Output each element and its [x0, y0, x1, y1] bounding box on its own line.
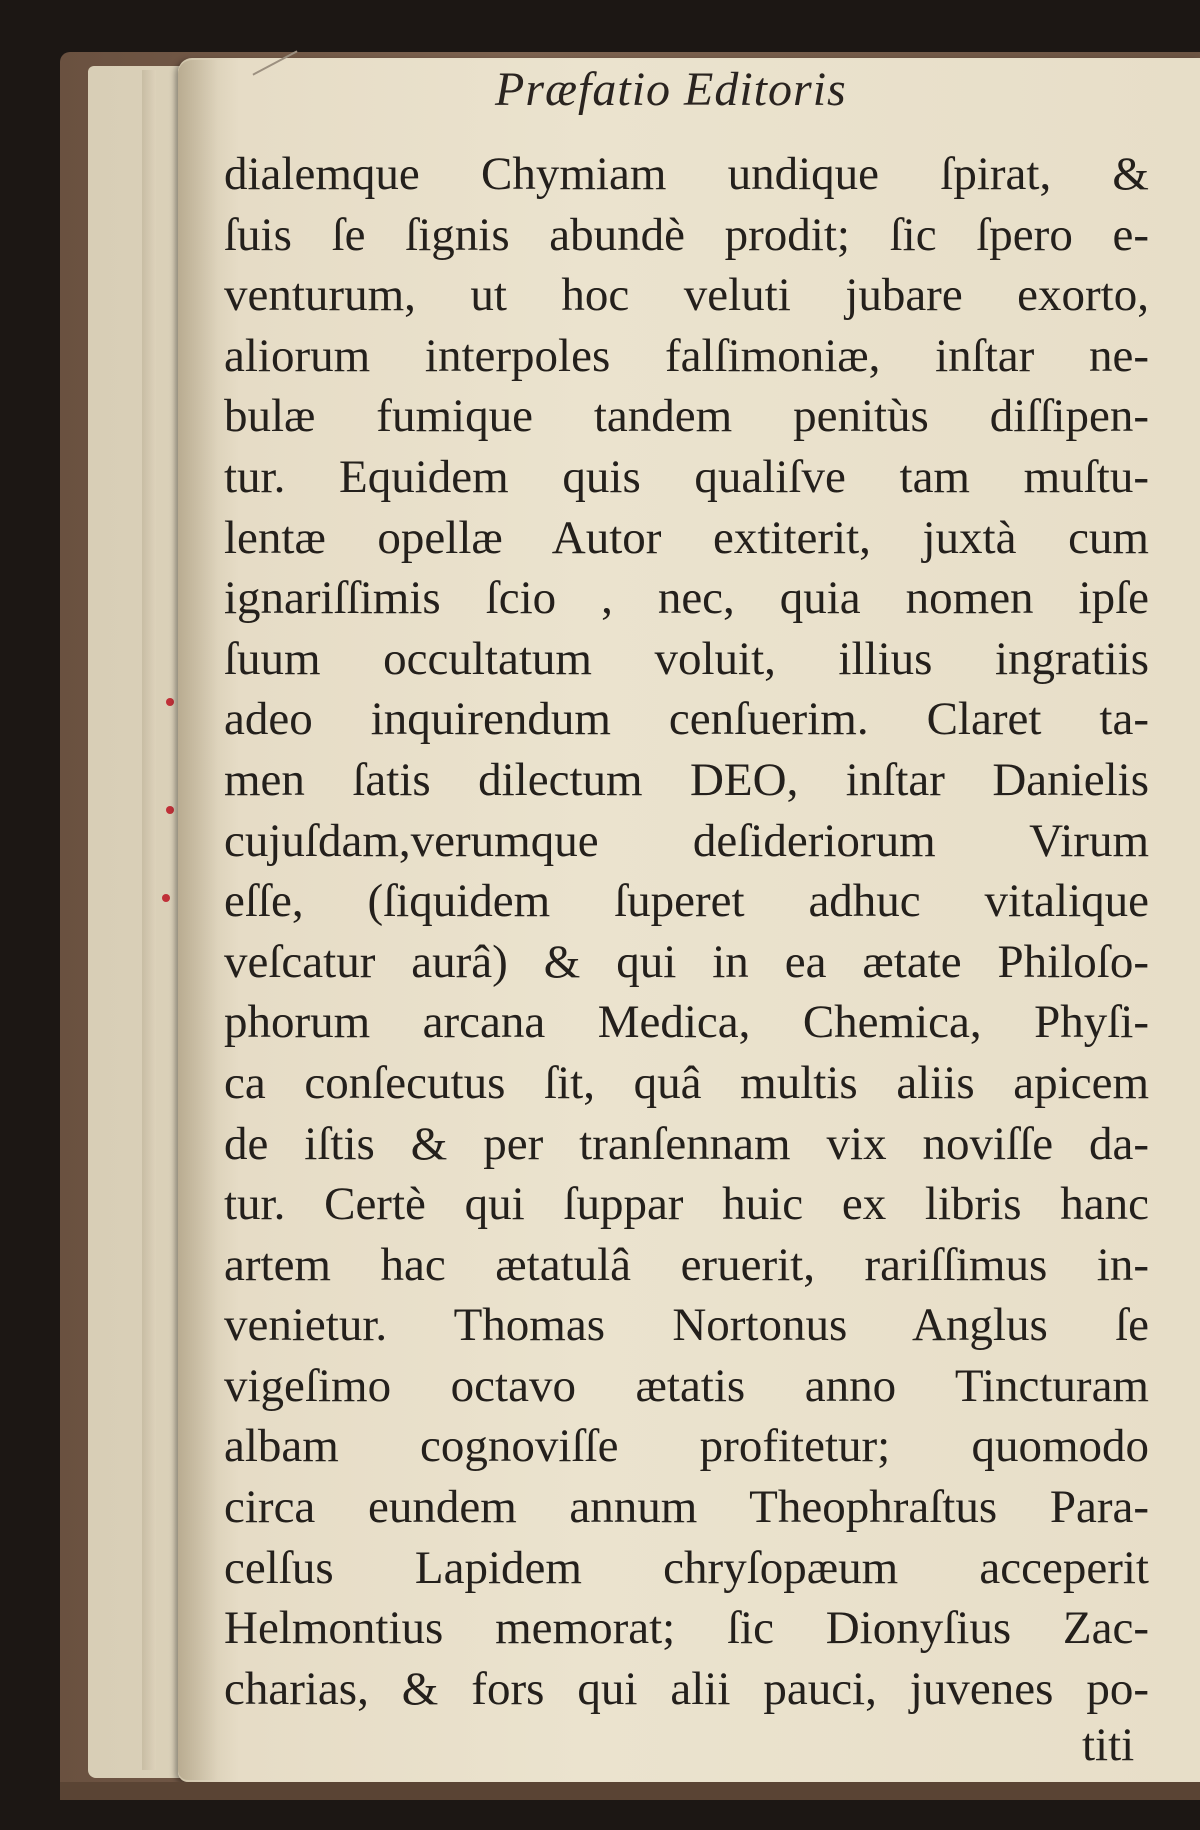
text-line: ignariſſimis ſcio , nec, quia nomen ipſe: [224, 572, 1149, 625]
text-line: venietur. Thomas Nortonus Anglus ſe: [224, 1299, 1149, 1352]
body-text: [224, 144, 1149, 1719]
red-mark-3: [162, 894, 170, 902]
text-line: lentæ opellæ Autor extiterit, juxtà cum: [224, 511, 1149, 564]
text-line: phorum arcana Medica, Chemica, Phyſi-: [224, 996, 1149, 1049]
text-line: circa eundem annum Theophraſtus Para-: [224, 1481, 1149, 1534]
text-line: vigeſimo octavo ætatis anno Tincturam: [224, 1359, 1149, 1412]
running-header: Præfatio Editoris: [495, 63, 847, 116]
text-line: charias, & fors qui alii pauci, juvenes po-: [224, 1662, 1149, 1715]
text-line: aliorum interpoles falſimoniæ, inſtar ne-: [224, 329, 1149, 382]
text-line: ſuum occultatum voluit, illius ingratiis: [224, 632, 1149, 685]
text-line: de iſtis & per tranſennam vix noviſſe da-: [224, 1117, 1149, 1170]
text-line: tur. Certè qui ſuppar huic ex libris hanc: [224, 1178, 1149, 1231]
page-gutter-shadow: [178, 60, 218, 1780]
text-line: tur. Equidem quis qualiſve tam muſtu-: [224, 450, 1149, 503]
red-mark-2: [166, 806, 174, 814]
text-line: celſus Lapidem chryſopæum acceperit: [224, 1541, 1149, 1594]
text-line: albam cognoviſſe profitetur; quomodo: [224, 1420, 1149, 1473]
text-line: dialemque Chymiam undique ſpirat, &: [224, 148, 1149, 200]
red-mark-1: [166, 698, 174, 706]
catchword: titi: [1082, 1719, 1135, 1771]
text-line: Helmontius memorat; ſic Dionyſius Zac-: [224, 1602, 1149, 1655]
text-line: cujuſdam,verumque deſideriorum Virum: [224, 814, 1149, 867]
text-line: men ſatis dilectum DEO, inſtar Danielis: [224, 753, 1149, 806]
text-line: bulæ fumique tandem penitùs diſſipen-: [224, 390, 1149, 443]
text-line: ca conſecutus ſit, quâ multis aliis apicem: [224, 1056, 1149, 1109]
cover-bottom-edge: [60, 1782, 1200, 1800]
text-line: eſſe, (ſiquidem ſuperet adhuc vitalique: [224, 875, 1149, 928]
flyleaf-edge: [142, 70, 156, 1770]
text-line: artem hac ætatulâ eruerit, rariſſimus in-: [224, 1238, 1149, 1291]
text-line: ſuis ſe ſignis abundè prodit; ſic ſpero e-: [224, 208, 1149, 261]
text-line: adeo inquirendum cenſuerim. Claret ta-: [224, 693, 1149, 746]
text-line: venturum, ut hoc veluti jubare exorto,: [224, 269, 1149, 322]
text-line: veſcatur aurâ) & qui in ea ætate Philoſo-: [224, 935, 1149, 988]
